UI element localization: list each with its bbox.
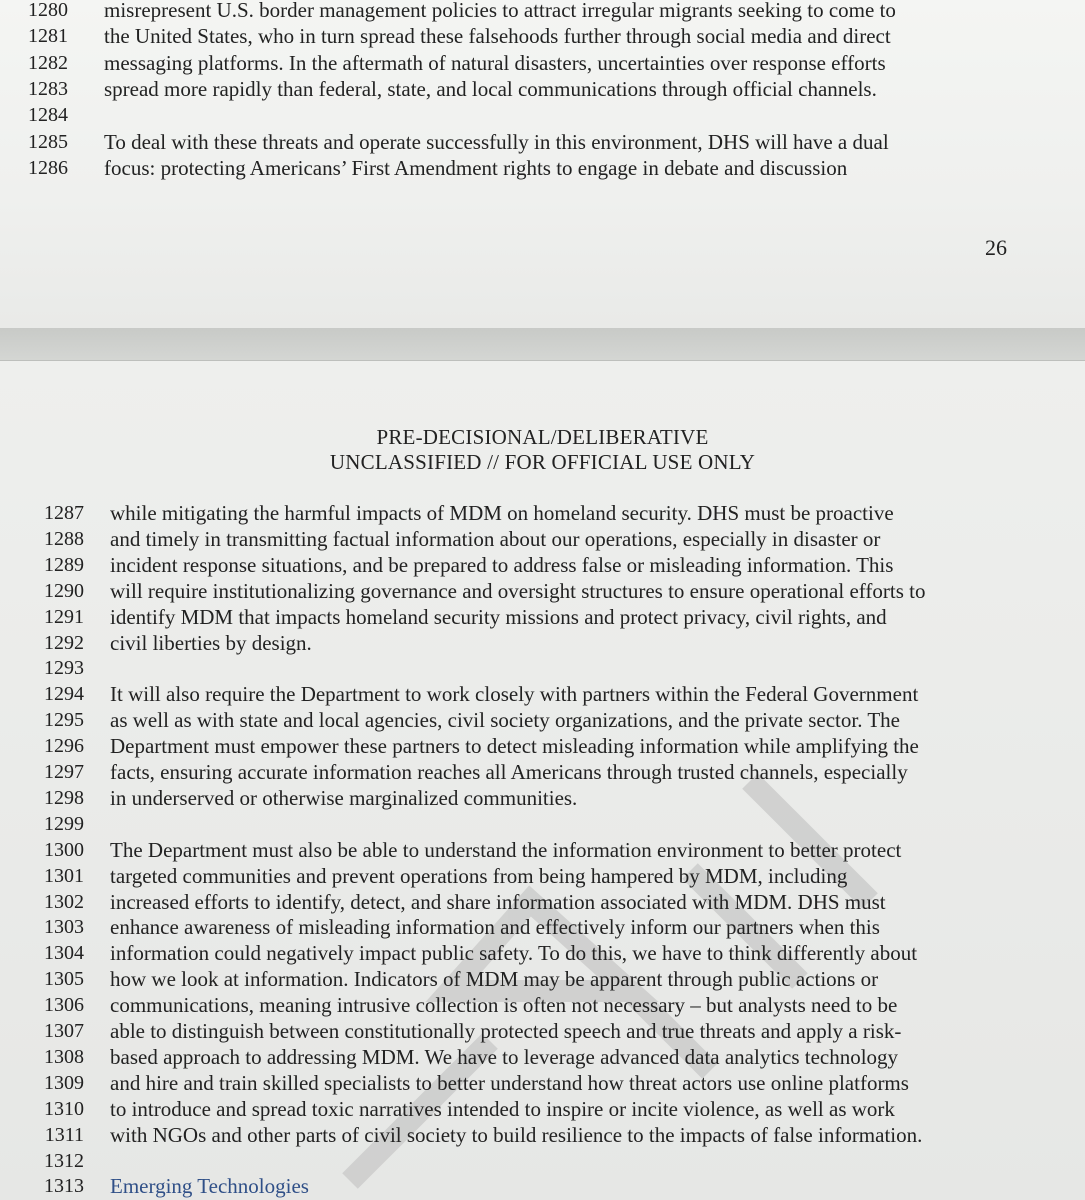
document-line: increased efforts to identify, detect, and share information associated with MDM. DHS must: [110, 889, 886, 914]
line-number: 1295: [44, 709, 84, 732]
line-number: 1297: [44, 761, 84, 783]
document-line: to introduce and spread toxic narratives intended to inspire or incite violence, as well as work: [110, 1096, 895, 1121]
document-line: with NGOs and other parts of civil society to build resilience to the impacts of false information.: [110, 1122, 923, 1147]
line-number: 1311: [44, 1123, 84, 1146]
document-line: spread more rapidly than federal, state, and local communications through official channels.: [104, 76, 877, 101]
line-number: 1302: [44, 890, 84, 913]
document-line: in underserved or otherwise marginalized communities.: [110, 785, 578, 810]
document-line: focus: protecting Americans’ First Amendment rights to engage in debate and discussion: [104, 155, 848, 180]
line-number: 1294: [44, 683, 84, 706]
document-line: It will also require the Department to work closely with partners within the Federal Government: [110, 682, 919, 707]
line-number: 1303: [44, 916, 84, 939]
document-line: Department must empower these partners to detect misleading information while amplifying the: [110, 734, 919, 759]
line-number: 1287: [44, 502, 84, 524]
line-number: 1284: [28, 104, 68, 127]
document-line: information could negatively impact public safety. To do this, we have to think differently about: [110, 941, 918, 966]
document-line: while mitigating the harmful impacts of MDM on homeland security. DHS must be proactive: [110, 501, 894, 525]
document-line: and timely in transmitting factual information about our operations, especially in disaster or: [110, 526, 881, 551]
line-number: 1280: [28, 0, 68, 21]
line-number: 1299: [44, 812, 84, 835]
line-number: 1296: [44, 735, 84, 758]
line-number: 1301: [44, 864, 84, 887]
document-line: targeted communities and prevent operations from being hampered by MDM, including: [110, 863, 848, 888]
document-line: incident response situations, and be prepared to address false or misleading information. This: [110, 552, 894, 577]
classification-header: [0, 425, 1085, 475]
line-number: 1308: [44, 1045, 84, 1068]
document-line: as well as with state and local agencies, civil society organizations, and the private sector. The: [110, 708, 900, 733]
document-line: the United States, who in turn spread these falsehoods further through social media and direct: [104, 24, 891, 49]
document-line: To deal with these threats and operate successfully in this environment, DHS will have a dual: [104, 129, 889, 154]
document-line: able to distinguish between constitutionally protected speech and true threats and apply a risk-: [110, 1019, 902, 1043]
line-number: 1310: [44, 1097, 84, 1120]
document-line: The Department must also be able to understand the information environment to better protect: [110, 837, 902, 862]
document-line: enhance awareness of misleading information and effectively inform our partners when this: [110, 915, 880, 940]
line-number: 1285: [28, 130, 68, 153]
section-heading: Emerging Technologies: [110, 1174, 309, 1199]
page-number: 26: [985, 235, 1007, 260]
line-number: 1313: [44, 1175, 84, 1198]
line-number: 1282: [28, 51, 68, 74]
line-number: 1312: [44, 1149, 84, 1172]
line-number: 1298: [44, 786, 84, 809]
page-gap: [0, 328, 1085, 361]
document-line: identify MDM that impacts homeland security missions and protect privacy, civil rights, and: [110, 604, 887, 629]
document-line: misrepresent U.S. border management policies to attract irregular migrants seeking to come to: [104, 0, 896, 22]
line-number: 1309: [44, 1071, 84, 1094]
line-number: 1300: [44, 838, 84, 861]
document-line: civil liberties by design.: [110, 630, 312, 655]
document-line: messaging platforms. In the aftermath of natural disasters, uncertainties over response efforts: [104, 50, 886, 75]
header-line-2: UNCLASSIFIED // FOR OFFICIAL USE ONLY: [329, 450, 756, 474]
line-number: 1306: [44, 994, 84, 1017]
line-number: 1286: [28, 156, 68, 179]
line-number: 1304: [44, 942, 84, 965]
line-number: 1292: [44, 631, 84, 654]
line-number: 1281: [28, 25, 68, 48]
line-number: 1305: [44, 968, 84, 991]
document-page-bottom: [0, 361, 1085, 1200]
document-line: based approach to addressing MDM. We have to leverage advanced data analytics technology: [110, 1044, 899, 1069]
document-line: and hire and train skilled specialists to better understand how threat actors use online platforms: [110, 1070, 909, 1095]
line-number: 1288: [44, 527, 84, 550]
document-line: communications, meaning intrusive collection is often not necessary – but analysts need to be: [110, 993, 898, 1018]
line-number: 1289: [44, 553, 84, 576]
line-number: 1307: [44, 1020, 84, 1042]
document-line: how we look at information. Indicators of MDM may be apparent through public actions or: [110, 967, 879, 992]
line-number: 1290: [44, 579, 84, 602]
document-line: facts, ensuring accurate information reaches all Americans through trusted channels, especially: [110, 760, 908, 784]
line-number: 1293: [44, 657, 84, 680]
header-line-1: PRE-DECISIONAL/DELIBERATIVE: [376, 425, 709, 449]
line-number: 1283: [28, 77, 68, 100]
document-line: will require institutionalizing governance and oversight structures to ensure operational efforts to: [110, 578, 926, 603]
line-number: 1291: [44, 605, 84, 628]
document-page-top: [0, 0, 1085, 329]
